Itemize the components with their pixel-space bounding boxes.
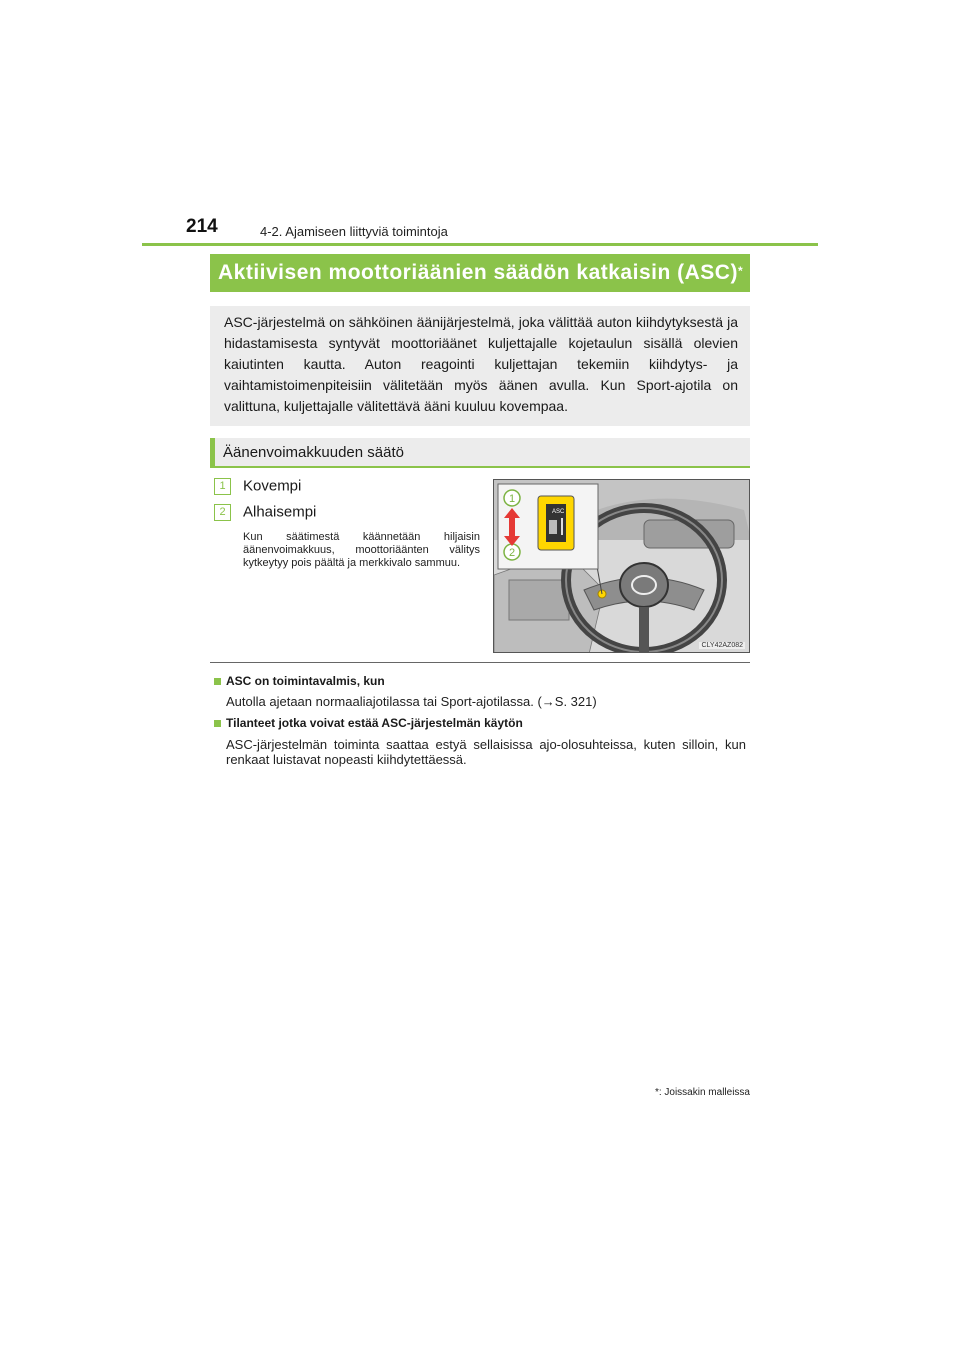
bullet-body-1: Autolla ajetaan normaaliajotilassa tai Sport-ajotilassa. (→S. 321) bbox=[226, 694, 597, 709]
note-text: Kun säätimestä käännetään hiljaisin äänenvoimakkuus, moottoriäänten välitys kytkeytyy pois päältä ja merkkivalo sammuu. bbox=[243, 531, 480, 569]
steering-wheel-illustration bbox=[494, 480, 750, 653]
model-asterisk: * bbox=[737, 264, 744, 278]
badge-1: 1 bbox=[214, 478, 231, 495]
main-title-text: Aktiivisen moottoriäänien säädön katkaisin (ASC) bbox=[218, 261, 738, 284]
asc-switch-label: ASC bbox=[552, 509, 565, 515]
section-divider bbox=[210, 662, 750, 663]
sub-heading: Äänenvoimakkuuden säätö bbox=[210, 438, 750, 468]
badge-2: 2 bbox=[214, 504, 231, 521]
item-label: Alhaisempi bbox=[243, 503, 317, 521]
intro-box: ASC-järjestelmä on sähköinen äänijärjestelmä, joka välittää auton kiihdytyksestä ja hidastamisesta syntyvät moottoriäänet kuljettajalle kojetaulun sisällä olevien kaiutinten kautta. Auton reagointi kuljettajan tekemiin kiihdytys- ja vaihtamistoimenpiteisiin välitetään myös äänen avulla. Kun Sport-ajotila on valittuna, kuljettajalle välitettävä ääni kuuluu kovempaa. bbox=[210, 306, 750, 426]
item-label: Kovempi bbox=[243, 477, 302, 495]
bullet-body-2: ASC-järjestelmän toiminta saattaa estyä sellaisissa ajo-olosuhteissa, kuten silloin, kun renkaat luistavat nopeasti kiihdytettäessä. bbox=[226, 737, 746, 767]
bullet-title-text: Tilanteet jotka voivat estää ASC-järjestelmän käytön bbox=[226, 716, 523, 730]
footnote bbox=[620, 1087, 750, 1098]
footnote-asterisk: * bbox=[654, 1087, 659, 1098]
main-title bbox=[210, 254, 750, 292]
square-bullet-icon bbox=[214, 720, 221, 727]
section-title: 4-2. Ajamiseen liittyviä toimintoja bbox=[260, 224, 448, 239]
bullet-title-text: ASC on toimintavalmis, kun bbox=[226, 674, 385, 688]
page-header bbox=[186, 216, 218, 238]
bullet-title-2 bbox=[214, 716, 523, 730]
footnote-text: : Joissakin malleissa bbox=[658, 1087, 750, 1098]
item-quieter bbox=[214, 503, 316, 521]
item-louder bbox=[214, 477, 301, 495]
figure-code: CLY42AZ082 bbox=[701, 642, 743, 649]
callout-2: 2 bbox=[508, 547, 516, 559]
callout-1: 1 bbox=[508, 493, 516, 505]
figure-steering-wheel bbox=[493, 479, 750, 653]
header-rule bbox=[142, 243, 818, 246]
bullet-title-1 bbox=[214, 674, 385, 688]
page-number: 214 bbox=[186, 216, 218, 237]
square-bullet-icon bbox=[214, 678, 221, 685]
